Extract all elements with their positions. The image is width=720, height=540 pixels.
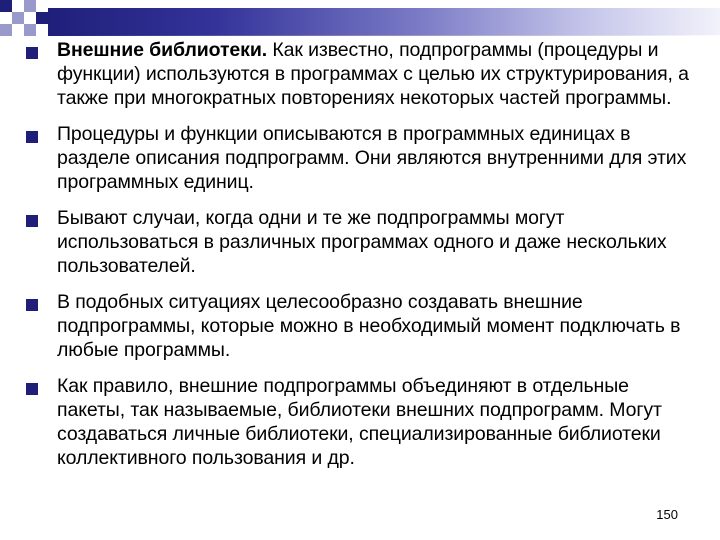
- bullet-body: Бывают случаи, когда одни и те же подпрограммы могут использоваться в различных программах одного и даже нескольких пользователей.: [57, 207, 667, 277]
- bullet-body: Как известно, подпрограммы (процедуры и функции) используются в программах с целью их структурирования, а также при многократных повторениях некоторых частей программы.: [57, 39, 689, 109]
- checker-square: [0, 0, 12, 12]
- header-divider-line: [48, 35, 720, 36]
- bullet-lead: Внешние библиотеки.: [57, 39, 268, 61]
- slide-body: [26, 38, 702, 482]
- bullet-body: Как правило, внешние подпрограммы объединяют в отдельные пакеты, так называемые, библиотеки внешних подпрограмм. Могут создаваться личные библиотеки, специализированные библиотеки коллективного пользования и др.: [57, 375, 662, 469]
- page-number: 150: [656, 507, 678, 522]
- square-bullet-icon: [26, 299, 38, 311]
- bullet-text: [57, 290, 702, 362]
- bullet-body: В подобных ситуациях целесообразно создавать внешние подпрограммы, которые можно в необходимый момент подключать в любые программы.: [57, 291, 681, 361]
- checker-square: [0, 24, 12, 36]
- checker-square: [12, 12, 24, 24]
- bullet-item: [26, 122, 702, 194]
- header-gradient-bar: [48, 8, 720, 35]
- bullet-body: Процедуры и функции описываются в программных единицах в разделе описания подпрограмм. Они являются внутренними для этих программных единиц.: [57, 123, 687, 193]
- checker-square: [24, 24, 36, 36]
- bullet-text: [57, 38, 702, 110]
- square-bullet-icon: [26, 47, 38, 59]
- checker-square: [36, 12, 48, 24]
- square-bullet-icon: [26, 131, 38, 143]
- bullet-text: [57, 374, 702, 470]
- bullet-text: [57, 122, 702, 194]
- bullet-item: [26, 374, 702, 470]
- checker-square: [24, 0, 36, 12]
- bullet-item: [26, 290, 702, 362]
- bullet-item: [26, 206, 702, 278]
- square-bullet-icon: [26, 215, 38, 227]
- bullet-item: [26, 38, 702, 110]
- bullet-text: [57, 206, 702, 278]
- square-bullet-icon: [26, 383, 38, 395]
